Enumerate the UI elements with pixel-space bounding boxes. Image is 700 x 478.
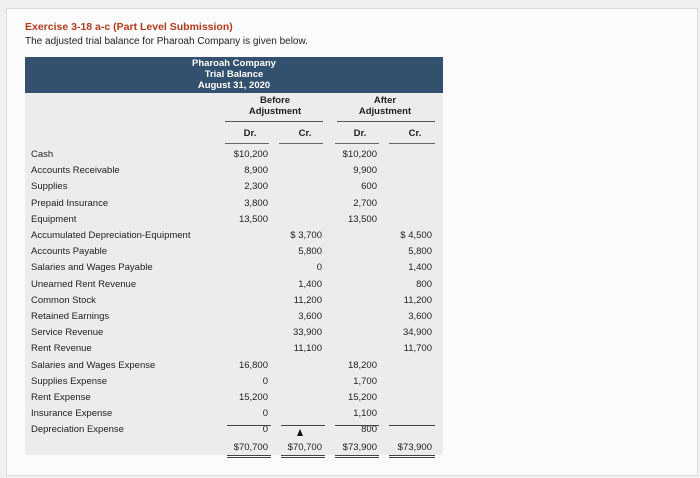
after-cr-amount: 34,900 [402, 327, 432, 339]
account-name: Cash [31, 149, 54, 160]
after-dr-amount: 800 [361, 424, 377, 436]
company-name: Pharoah Company [192, 58, 276, 69]
after-dr-amount: 600 [361, 181, 377, 193]
before-adjustment-label: Adjustment [248, 106, 302, 117]
double-rule [335, 455, 379, 458]
rule [389, 143, 435, 144]
after-dr-amount: 13,500 [347, 213, 377, 225]
before-cr-amount: $ 3,700 [290, 230, 322, 241]
account-name: Common Stock [31, 294, 96, 306]
total-before-cr: $70,700 [287, 442, 322, 453]
table-row [25, 260, 443, 276]
table-row [25, 212, 443, 228]
account-name: Depreciation Expense [31, 424, 124, 436]
after-cr-amount: 800 [416, 278, 432, 290]
after-cr-amount: 11,200 [403, 294, 432, 306]
after-cr-header: Cr. [408, 128, 422, 139]
before-cr-amount: 33,900 [292, 327, 322, 339]
table-row [25, 293, 443, 309]
table-row [25, 341, 443, 357]
after-dr-amount: 1,100 [353, 408, 377, 420]
before-dr-amount: 0 [262, 375, 268, 387]
account-name: Supplies Expense [31, 375, 108, 387]
double-rule [227, 455, 271, 458]
rule [335, 143, 379, 144]
table-row [25, 147, 443, 163]
table-row [25, 390, 443, 406]
rule [225, 143, 269, 144]
before-dr-amount: 2,300 [244, 181, 268, 193]
total-before-dr: $70,700 [233, 442, 268, 453]
before-dr-amount: 0 [262, 424, 268, 436]
before-dr-amount: 0 [262, 408, 268, 420]
double-rule [389, 455, 435, 458]
account-name: Unearned Rent Revenue [31, 278, 137, 290]
rule [389, 425, 435, 426]
before-label: Before [259, 95, 291, 106]
exercise-title: Exercise 3-18 a-c (Part Level Submission) [25, 21, 233, 33]
before-cr-amount: 11,100 [293, 343, 322, 355]
before-dr-amount: 3,800 [244, 197, 268, 209]
after-cr-amount: 1,400 [408, 262, 432, 274]
after-cr-amount: 11,700 [403, 343, 432, 355]
after-adjustment-label: Adjustment [358, 106, 412, 117]
table-row [25, 325, 443, 341]
account-name: Service Revenue [31, 327, 104, 339]
before-header-rule [225, 121, 323, 122]
after-dr-amount: 9,900 [353, 165, 377, 177]
account-name: Prepaid Insurance [31, 197, 109, 209]
table-row [25, 358, 443, 374]
after-adjustment-header [335, 95, 435, 117]
before-cr-amount: 0 [316, 262, 322, 274]
table-row [25, 163, 443, 179]
before-adjustment-header [225, 95, 325, 117]
before-cr-amount: 5,800 [298, 246, 322, 258]
before-cr-amount: 1,400 [298, 278, 322, 290]
exercise-intro: The adjusted trial balance for Pharoah Company is given below. [25, 36, 308, 47]
after-dr-amount: 15,200 [347, 392, 377, 403]
rule [279, 143, 323, 144]
after-cr-amount: 3,600 [408, 311, 432, 322]
after-header-rule [337, 121, 435, 122]
after-cr-amount: $ 4,500 [400, 230, 432, 241]
before-dr-amount: 13,500 [238, 213, 268, 225]
after-dr-header: Dr. [353, 128, 367, 139]
rule [335, 425, 379, 426]
table-row [25, 406, 443, 422]
after-label: After [373, 95, 397, 106]
before-cr-amount: 11,200 [293, 294, 322, 306]
table-row [25, 244, 443, 260]
account-name: Insurance Expense [31, 408, 113, 420]
trial-balance-table [25, 93, 443, 455]
exercise-panel [6, 8, 698, 476]
report-date: August 31, 2020 [197, 80, 271, 91]
after-dr-amount: $10,200 [342, 149, 377, 160]
account-name: Supplies [31, 181, 68, 193]
before-dr-amount: 16,800 [238, 359, 268, 371]
account-name: Equipment [31, 213, 77, 225]
total-after-cr: $73,900 [397, 442, 432, 453]
before-dr-header: Dr. [243, 128, 257, 139]
rule [227, 425, 271, 426]
account-name: Accumulated Depreciation-Equipment [31, 230, 191, 241]
table-row [25, 277, 443, 293]
report-name: Trial Balance [204, 69, 264, 80]
account-name: Accounts Payable [31, 246, 108, 258]
account-name: Salaries and Wages Payable [31, 262, 153, 274]
account-name: Salaries and Wages Expense [31, 359, 156, 371]
account-name: Rent Revenue [31, 343, 92, 355]
mouse-cursor-icon [297, 429, 303, 436]
table-row [25, 309, 443, 325]
before-cr-amount: 3,600 [298, 311, 322, 322]
after-dr-amount: 2,700 [353, 197, 377, 209]
account-name: Rent Expense [31, 392, 91, 403]
table-row [25, 179, 443, 195]
table-row [25, 374, 443, 390]
before-dr-amount: $10,200 [233, 149, 268, 160]
trial-balance-header [25, 57, 443, 93]
after-dr-amount: 1,700 [353, 375, 377, 387]
table-row [25, 228, 443, 244]
table-row [25, 196, 443, 212]
account-name: Retained Earnings [31, 311, 110, 322]
rule [281, 425, 325, 426]
account-name: Accounts Receivable [31, 165, 120, 177]
total-after-dr: $73,900 [342, 442, 377, 453]
before-cr-header: Cr. [298, 128, 312, 139]
after-cr-amount: 5,800 [408, 246, 432, 258]
after-dr-amount: 18,200 [347, 359, 377, 371]
before-dr-amount: 15,200 [238, 392, 268, 403]
double-rule [281, 455, 325, 458]
before-dr-amount: 8,900 [244, 165, 268, 177]
